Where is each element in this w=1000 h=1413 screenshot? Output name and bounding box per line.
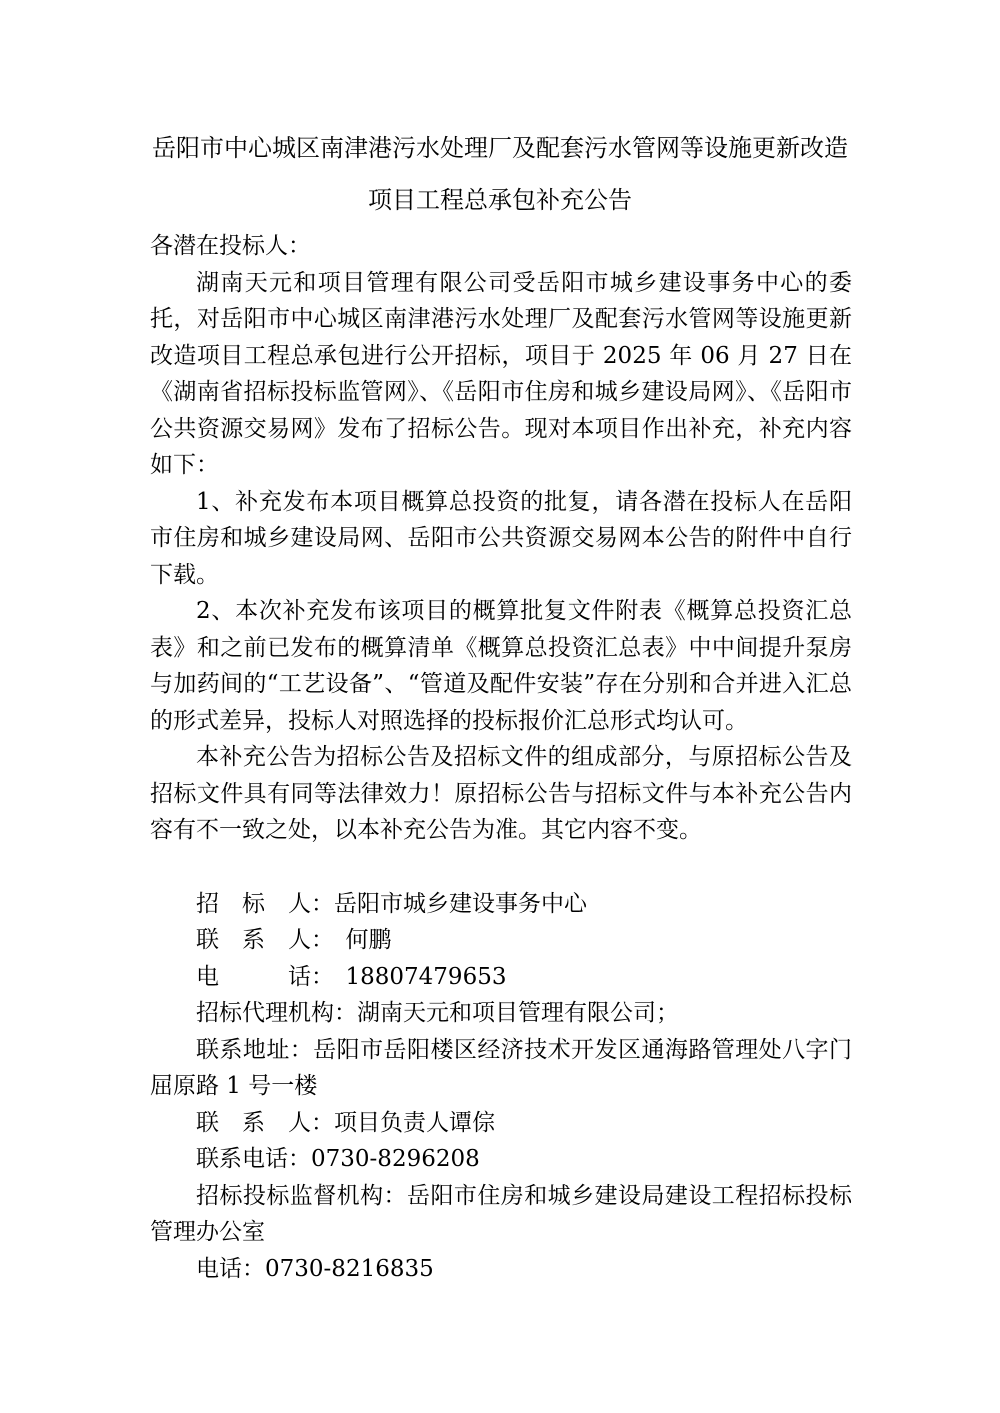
agency-contact-line: 联 系 人：项目负责人谭倧 xyxy=(196,1109,495,1136)
intro-paragraph: 湖南天元和项目管理有限公司受岳阳市城乡建设事务中心的委托，对岳阳市中心城区南津港污水处理厂及配套污水管网等设施更新改造项目工程总承包进行公开招标，项目于 2025 年 06 月 27 日在《湖南省招标投标监管网》、《岳阳市住房和城乡建设局网》、《岳阳市公共资源交易网》发布了招标公告。现对本项目作出补充，补充内容如下： xyxy=(150,269,852,478)
supplement-item-2: 2、本次补充发布该项目的概算批复文件附表《概算总投资汇总表》和之前已发布的概算清单《概算总投资汇总表》中中间提升泵房与加药间的“工艺设备”、“管道及配件安装”存在分别和合并进入汇总的形式差异，投标人对照选择的投标报价汇总形式均认可。 xyxy=(150,598,852,734)
document-title-line-2: 项目工程总承包补充公告 xyxy=(368,186,632,214)
closing-paragraph: 本补充公告为招标公告及招标文件的组成部分，与原招标公告及招标文件具有同等法律效力！原招标公告与招标文件与本补充公告内容有不一致之处，以本补充公告为准。其它内容不变。 xyxy=(150,744,852,843)
tenderer-line: 招 标 人：岳阳市城乡建设事务中心 xyxy=(196,890,587,917)
salutation: 各潜在投标人： xyxy=(150,233,311,259)
phone-line: 电 话： 18807479653 xyxy=(196,963,507,990)
address-line: 联系地址：岳阳市岳阳楼区经济技术开发区通海路管理处八字门屈原路 1 号一楼 xyxy=(150,1036,852,1099)
document-title-line-1: 岳阳市中心城区南津港污水处理厂及配套污水管网等设施更新改造 xyxy=(152,134,848,162)
agency-phone-line: 联系电话：0730-8296208 xyxy=(196,1146,480,1172)
supplement-item-1: 1、补充发布本项目概算总投资的批复，请各潜在投标人在岳阳市住房和城乡建设局网、岳阳市公共资源交易网本公告的附件中自行下载。 xyxy=(150,488,852,588)
document-body xyxy=(150,228,852,1287)
supervisor-phone-line: 电话：0730-8216835 xyxy=(196,1255,434,1282)
agency-line: 招标代理机构：湖南天元和项目管理有限公司； xyxy=(196,1000,679,1026)
section-spacer xyxy=(150,849,852,886)
contact-person-line: 联 系 人： 何鹏 xyxy=(196,927,392,953)
supervisor-line: 招标投标监督机构：岳阳市住房和城乡建设局建设工程招标投标管理办公室 xyxy=(150,1182,852,1245)
